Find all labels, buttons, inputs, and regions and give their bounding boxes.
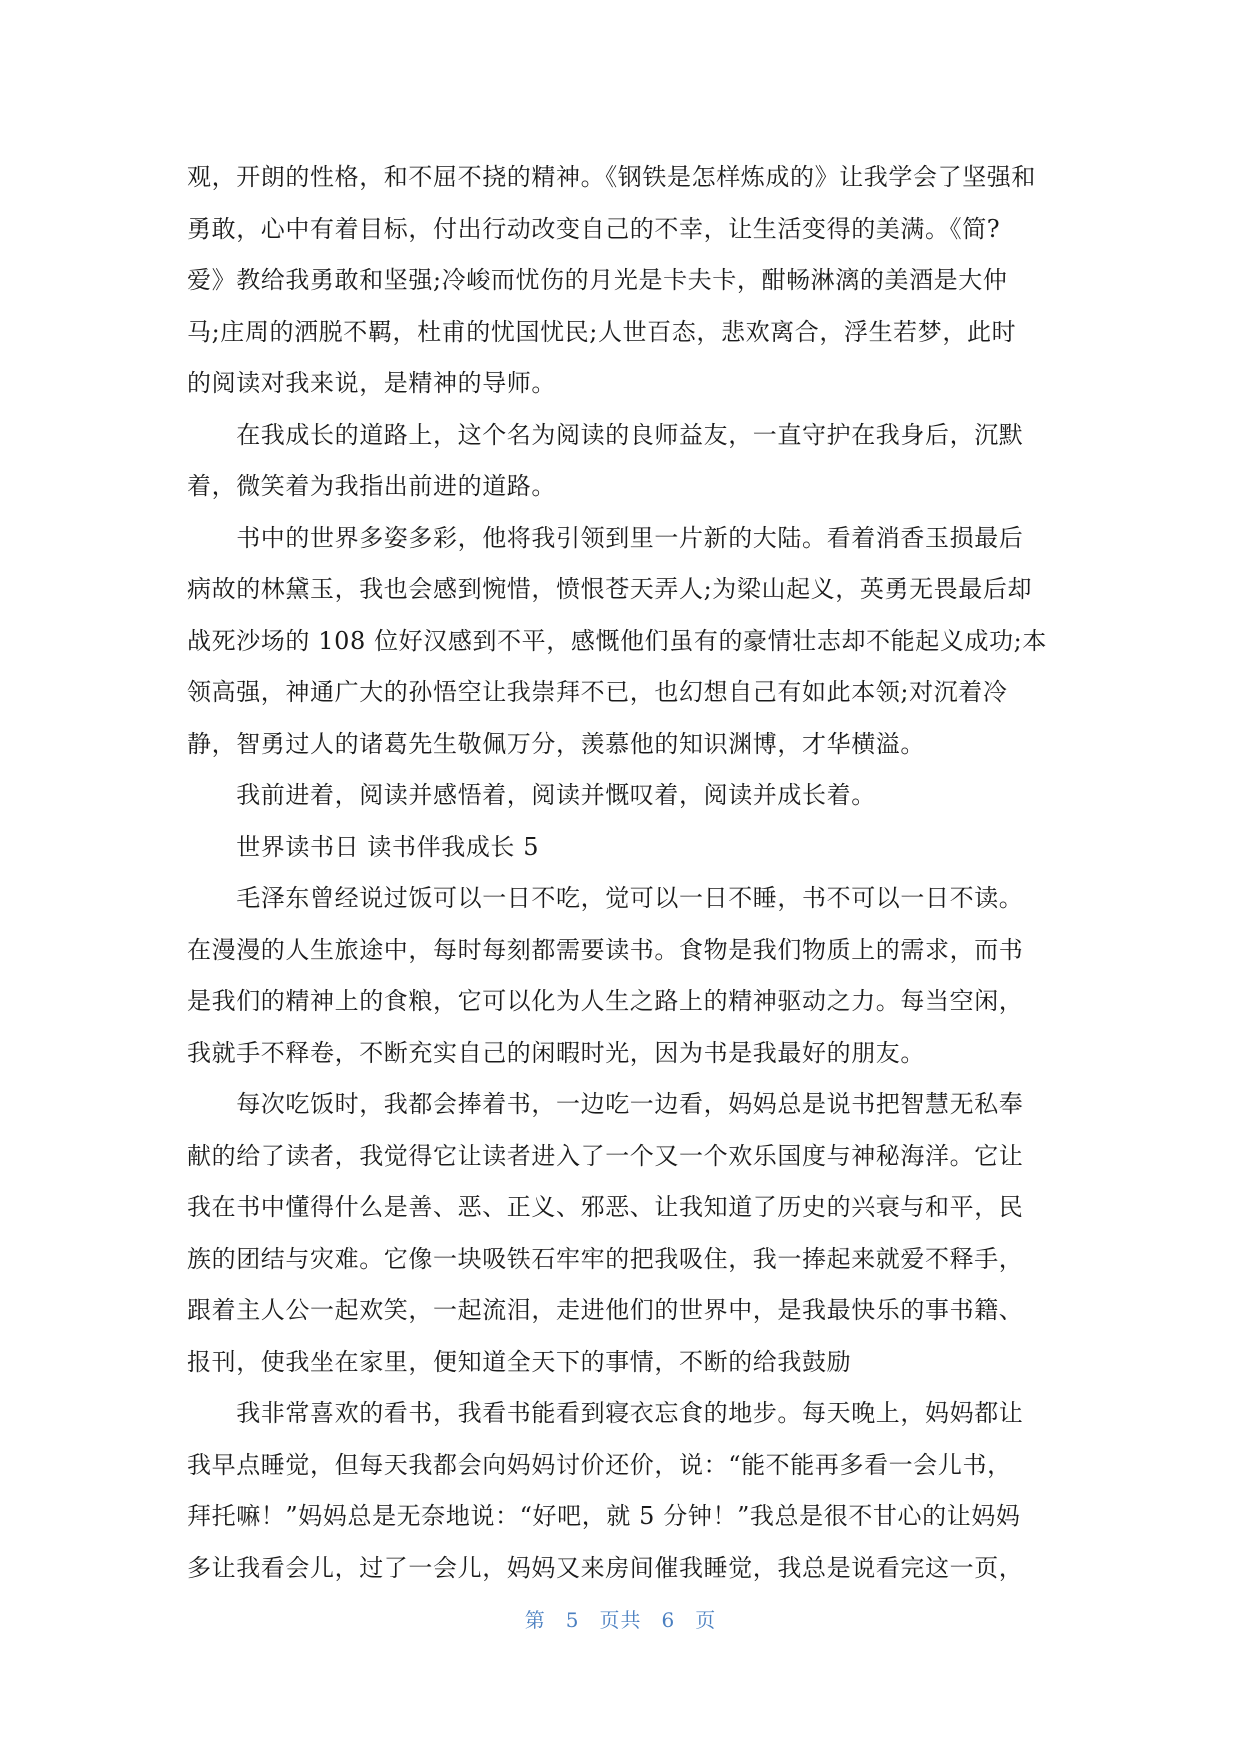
text-line: 着，微笑着为我指出前进的道路。 — [187, 472, 556, 500]
page-label-prefix: 第 — [524, 1608, 546, 1632]
text-line: 马;庄周的洒脱不羁，杜甫的忧国忧民;人世百态，悲欢离合，浮生若梦，此时 — [187, 317, 1017, 346]
section-heading: 世界读书日 读书伴我成长 5 — [187, 832, 540, 861]
text-line: 我非常喜欢的看书，我看书能看到寝衣忘食的地步。每天晚上，妈妈都让 — [187, 1399, 1024, 1427]
text-line: 毛泽东曾经说过饭可以一日不吃，觉可以一日不睡，书不可以一日不读。 — [187, 884, 1024, 912]
body-text — [187, 152, 1057, 1594]
text-line: 领高强，神通广大的孙悟空让我崇拜不已，也幻想自己有如此本领;对沉着冷 — [187, 678, 1008, 706]
text-line: 爱》教给我勇敢和坚强;冷峻而忧伤的月光是卡夫卡，酣畅淋漓的美酒是大仲 — [187, 266, 1008, 294]
text-line: 是我们的精神上的食粮，它可以化为人生之路上的精神驱动之力。每当空闲， — [187, 987, 1024, 1015]
text-line: 献的给了读者，我觉得它让读者进入了一个又一个欢乐国度与神秘海洋。它让 — [187, 1141, 1024, 1170]
text-line: 在我成长的道路上，这个名为阅读的良师益友，一直守护在我身后，沉默 — [187, 420, 1024, 449]
text-line: 每次吃饭时，我都会捧着书，一边吃一边看，妈妈总是说书把智慧无私奉 — [187, 1090, 1024, 1118]
text-line: 观，开朗的性格，和不屈不挠的精神。《钢铁是怎样炼成的》让我学会了坚强和 — [187, 163, 1036, 191]
text-line: 我就手不释卷，不断充实自己的闲暇时光，因为书是我最好的朋友。 — [187, 1038, 925, 1067]
page-label-mid: 页共 — [599, 1608, 642, 1632]
text-line: 勇敢，心中有着目标，付出行动改变自己的不幸，让生活变得的美满。《简? — [187, 214, 1001, 243]
text-line: 战死沙场的 108 位好汉感到不平，感慨他们虽有的豪情壮志却不能起义成功;本 — [187, 626, 1047, 655]
page-label-suffix: 页 — [695, 1608, 717, 1632]
text-line: 书中的世界多姿多彩，他将我引领到里一片新的大陆。看着消香玉损最后 — [187, 523, 1024, 552]
text-line: 我前进着，阅读并感悟着，阅读并慨叹着，阅读并成长着。 — [187, 781, 876, 809]
page-footer — [0, 1604, 1241, 1633]
text-line: 跟着主人公一起欢笑，一起流泪，走进他们的世界中，是我最快乐的事书籍、 — [187, 1296, 1024, 1324]
current-page-number: 5 — [565, 1608, 580, 1632]
text-line: 我在书中懂得什么是善、恶、正义、邪恶、让我知道了历史的兴衰与和平，民 — [187, 1193, 1024, 1221]
text-line: 拜托嘛！”妈妈总是无奈地说：“好吧，就 5 分钟！”我总是很不甘心的让妈妈 — [187, 1502, 1021, 1530]
text-line: 族的团结与灾难。它像一块吸铁石牢牢的把我吸住，我一捧起来就爱不释手， — [187, 1244, 1024, 1273]
text-line: 静，智勇过人的诸葛先生敬佩万分，羡慕他的知识渊博，才华横溢。 — [187, 729, 925, 758]
text-line: 报刊，使我坐在家里，便知道全天下的事情，不断的给我鼓励 — [187, 1347, 852, 1376]
text-line: 病故的林黛玉，我也会感到惋惜，愤恨苍天弄人;为梁山起义，英勇无畏最后却 — [187, 575, 1033, 603]
total-pages-number: 6 — [661, 1608, 676, 1632]
text-line: 在漫漫的人生旅途中，每时每刻都需要读书。食物是我们物质上的需求，而书 — [187, 935, 1024, 964]
text-line: 多让我看会儿，过了一会儿，妈妈又来房间催我睡觉，我总是说看完这一页， — [187, 1553, 1024, 1582]
text-line: 的阅读对我来说，是精神的导师。 — [187, 369, 556, 397]
text-line: 我早点睡觉，但每天我都会向妈妈讨价还价，说：“能不能再多看一会儿书， — [187, 1450, 1012, 1479]
